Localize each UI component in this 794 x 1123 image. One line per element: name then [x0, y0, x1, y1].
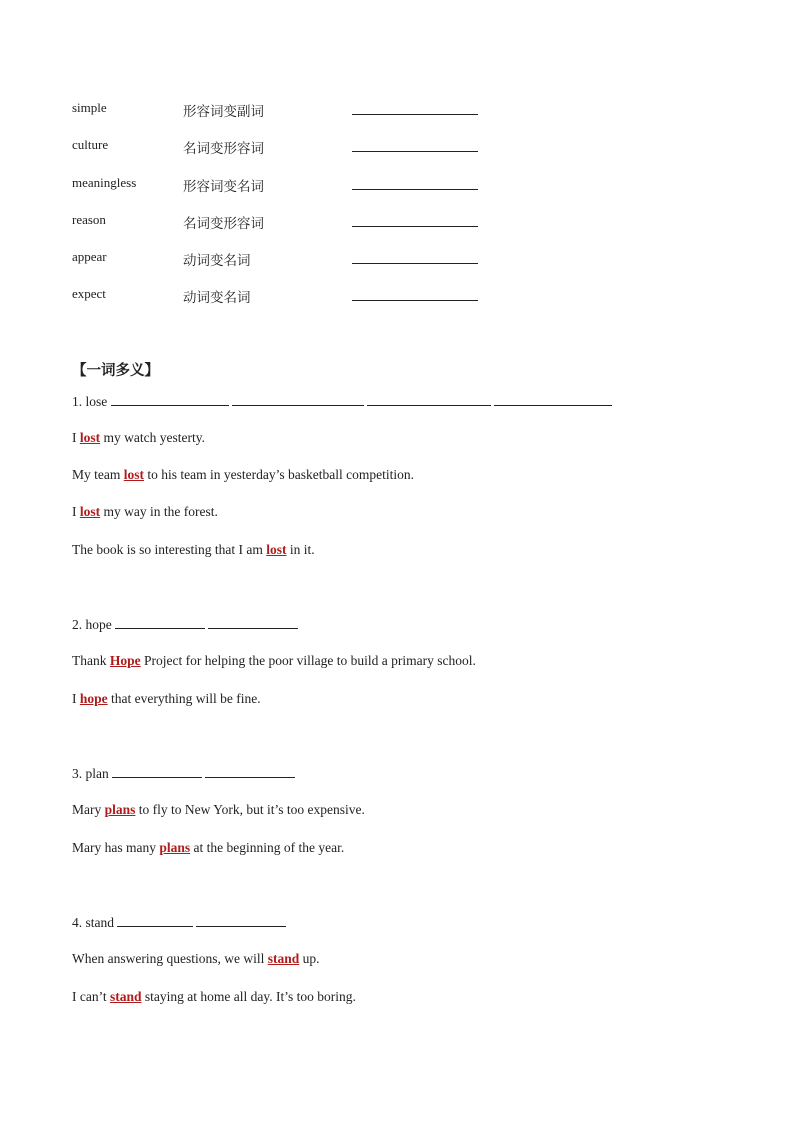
example-sentence [72, 840, 344, 856]
sentence-before: I [72, 504, 80, 519]
sentence-after: my watch yesterty. [100, 430, 205, 445]
sentence-before: The book is so interesting that I am [72, 542, 267, 557]
group-heading [72, 914, 289, 931]
word-formation-row [72, 100, 492, 120]
example-sentence [72, 802, 365, 818]
wf-type: 动词变名词 [183, 290, 251, 306]
sentence-after: staying at home all day. It’s too boring. [141, 989, 356, 1004]
wf-type: 名词变形容词 [183, 216, 264, 232]
wf-word: culture [72, 137, 109, 152]
key-word: lost [266, 542, 287, 557]
answer-blank[interactable] [117, 914, 193, 927]
heading-text: 4. stand [72, 915, 114, 930]
key-word: hope [79, 691, 108, 706]
key-word: stand [109, 989, 142, 1004]
key-word: stand [267, 951, 300, 966]
wf-type: 形容词变副词 [183, 104, 264, 120]
example-sentence [72, 653, 476, 669]
word-formation-row [72, 212, 492, 232]
wf-type: 形容词变名词 [183, 179, 264, 195]
word-formation-row [72, 137, 492, 157]
word-formation-row [72, 249, 492, 269]
key-word: lost [79, 430, 101, 445]
word-formation-row [72, 286, 492, 306]
example-sentence [72, 951, 319, 967]
wf-word: appear [72, 249, 107, 264]
answer-blank[interactable] [352, 189, 478, 190]
sentence-after: at the beginning of the year. [190, 840, 345, 855]
key-word: plans [104, 802, 136, 817]
answer-blank[interactable] [352, 300, 478, 301]
wf-type: 动词变名词 [183, 253, 251, 269]
sentence-before: I [72, 430, 80, 445]
heading-text: 1. lose [72, 394, 108, 409]
example-sentence [72, 691, 261, 707]
sentence-after: to fly to New York, but it’s too expensive. [135, 802, 365, 817]
answer-blank[interactable] [205, 765, 295, 778]
sentence-after: that everything will be fine. [107, 691, 261, 706]
answer-blank[interactable] [112, 765, 202, 778]
key-word: lost [79, 504, 101, 519]
sentence-after: my way in the forest. [100, 504, 218, 519]
answer-blank[interactable] [367, 393, 491, 406]
heading-text: 3. plan [72, 766, 109, 781]
answer-blank[interactable] [115, 616, 205, 629]
wf-word: simple [72, 100, 107, 115]
example-sentence [72, 430, 205, 446]
sentence-after: up. [299, 951, 320, 966]
key-word: Hope [109, 653, 141, 668]
sentence-before: Mary has many [72, 840, 160, 855]
answer-blank[interactable] [352, 263, 478, 264]
wf-word: reason [72, 212, 106, 227]
sentence-before: Mary [72, 802, 105, 817]
group-heading [72, 765, 298, 782]
key-word: lost [123, 467, 144, 482]
answer-blank[interactable] [196, 914, 286, 927]
example-sentence [72, 467, 414, 483]
answer-blank[interactable] [208, 616, 298, 629]
answer-blank[interactable] [232, 393, 364, 406]
group-heading [72, 616, 301, 633]
sentence-before: When answering questions, we will [72, 951, 268, 966]
sentence-after: to his team in yesterday’s basketball competition. [144, 467, 414, 482]
answer-blank[interactable] [494, 393, 612, 406]
sentence-after: in it. [286, 542, 315, 557]
word-formation-row [72, 175, 492, 195]
heading-text: 2. hope [72, 617, 112, 632]
example-sentence [72, 989, 356, 1005]
sentence-before: Thank [72, 653, 110, 668]
section-title: 【一词多义】 [72, 363, 159, 379]
key-word: plans [159, 840, 191, 855]
example-sentence [72, 542, 315, 558]
sentence-before: My team [72, 467, 124, 482]
group-heading [72, 393, 615, 410]
wf-type: 名词变形容词 [183, 141, 264, 157]
sentence-after: Project for helping the poor village to build a primary school. [140, 653, 476, 668]
sentence-before: I [72, 691, 80, 706]
answer-blank[interactable] [352, 151, 478, 152]
sentence-before: I can’t [72, 989, 110, 1004]
example-sentence [72, 504, 218, 520]
answer-blank[interactable] [352, 114, 478, 115]
wf-word: meaningless [72, 175, 137, 190]
answer-blank[interactable] [111, 393, 229, 406]
answer-blank[interactable] [352, 226, 478, 227]
wf-word: expect [72, 286, 106, 301]
